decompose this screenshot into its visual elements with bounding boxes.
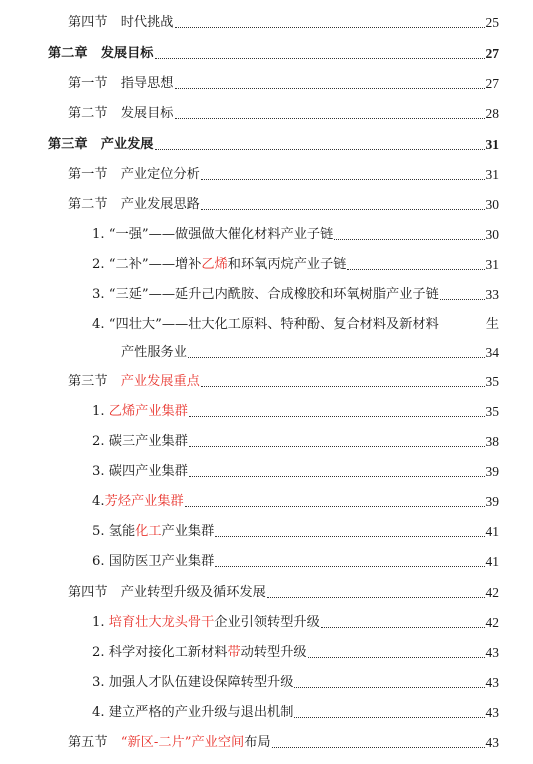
toc-label: 3. “三延”——延升己内酰胺、合成橡胶和环氧树脂产业子链 <box>92 287 439 302</box>
toc-row-item-1[interactable] <box>92 225 499 245</box>
toc-label <box>92 402 188 422</box>
toc-label: 2. 碳三产业集群 <box>92 434 188 449</box>
dot-leader <box>308 656 485 658</box>
toc-label-part: 1. <box>92 615 109 630</box>
toc-page-number: 34 <box>485 345 499 360</box>
dot-leader <box>334 238 484 240</box>
toc-row-item-2[interactable] <box>92 255 499 275</box>
toc-label-part: 布局 <box>244 735 271 750</box>
dot-leader <box>189 445 485 447</box>
toc-label-part: 2. “二补”——增补 <box>92 257 202 272</box>
dot-leader <box>189 415 485 417</box>
toc-label <box>92 643 307 663</box>
toc-page-number: 43 <box>485 735 499 750</box>
toc-label-part: 第三节 <box>68 374 121 389</box>
toc-label: 第一节 指导思想 <box>68 76 174 91</box>
toc-page-number: 30 <box>485 197 499 212</box>
toc-page-number: 42 <box>485 615 499 630</box>
toc-row-item-4-line1[interactable] <box>92 315 499 335</box>
toc-label-part: 企业引领转型升级 <box>214 615 320 630</box>
toc-label-part: 4. <box>92 494 105 509</box>
toc-label-highlight: 带 <box>227 645 241 660</box>
dot-leader <box>347 268 484 270</box>
toc-row-upgrade-3[interactable] <box>92 673 499 693</box>
toc-label: 产性服务业 <box>121 345 187 360</box>
toc-label: 1. “一强”——做强做大催化材料产业子链 <box>92 227 334 242</box>
toc-page-number: 35 <box>485 374 499 389</box>
toc-page-number: 41 <box>485 554 499 569</box>
dot-leader <box>155 148 485 150</box>
toc-row-upgrade-1[interactable] <box>92 613 499 633</box>
dot-leader <box>155 57 485 59</box>
dot-leader <box>175 117 485 119</box>
dot-leader <box>267 596 485 598</box>
toc-label: 第二章 发展目标 <box>48 46 154 61</box>
toc-page-number: 43 <box>485 675 499 690</box>
toc-label: 第二节 产业发展思路 <box>68 197 200 212</box>
dot-leader <box>215 535 484 537</box>
toc-page-number: 38 <box>485 434 499 449</box>
toc-page-number: 43 <box>485 645 499 660</box>
dot-leader <box>201 208 485 210</box>
dot-leader <box>294 686 484 688</box>
toc-row-ch1-sec4[interactable] <box>68 13 499 33</box>
toc-label-part: 5. 氢能 <box>92 524 136 539</box>
toc-page-number: 42 <box>485 585 499 600</box>
toc-label: 6. 国防医卫产业集群 <box>92 554 215 569</box>
toc-row-ch3-sec1[interactable] <box>68 165 499 185</box>
toc-label: 4. 建立严格的产业升级与退出机制 <box>92 705 294 720</box>
toc-page-number: 25 <box>485 15 499 30</box>
toc-page-number: 35 <box>485 404 499 419</box>
toc-label-part: 2. 科学对接化工新材料 <box>92 645 228 660</box>
dot-leader <box>188 356 485 358</box>
toc-label-highlight: 产业发展重点 <box>120 374 200 389</box>
toc-label: 4. “四壮大”——壮大化工原料、特种酚、复合材料及新材料 <box>92 317 439 332</box>
toc-label-highlight: 乙烯 <box>201 257 228 272</box>
dot-leader <box>321 626 485 628</box>
toc-label-end: 生 <box>485 317 499 332</box>
toc-label-highlight: 培育壮大龙头骨干 <box>108 615 215 630</box>
toc-row-cluster-6[interactable] <box>92 552 499 572</box>
toc-page-number: 43 <box>485 705 499 720</box>
dot-leader <box>201 385 485 387</box>
dot-leader <box>272 746 485 748</box>
toc-label <box>92 522 214 542</box>
dot-leader <box>185 505 485 507</box>
toc-label-highlight: 化工 <box>135 524 162 539</box>
toc-label <box>92 613 320 633</box>
toc-label: 第三章 产业发展 <box>48 137 154 152</box>
dot-leader <box>294 716 484 718</box>
toc-row-upgrade-4[interactable] <box>92 703 499 723</box>
toc-label: 第一节 产业定位分析 <box>68 167 200 182</box>
toc-page-number: 39 <box>485 494 499 509</box>
toc-label <box>92 255 346 275</box>
toc-row-upgrade-2[interactable] <box>92 643 499 663</box>
toc-label: 第四节 产业转型升级及循环发展 <box>68 585 266 600</box>
toc-label <box>68 372 200 392</box>
toc-label-highlight: 芳烃产业集群 <box>104 494 184 509</box>
toc-row-item-4-line2[interactable] <box>121 343 499 363</box>
toc-label: 3. 加强人才队伍建设保障转型升级 <box>92 675 294 690</box>
toc-row-cluster-2[interactable] <box>92 432 499 452</box>
toc-label <box>68 733 271 753</box>
toc-label-part: 动转型升级 <box>240 645 307 660</box>
toc-page-number: 27 <box>485 76 499 91</box>
toc-row-cluster-4[interactable] <box>92 492 499 512</box>
toc-label-part: 第五节 <box>68 735 121 750</box>
toc-label-highlight: “新区-二片”产业空间 <box>120 735 245 750</box>
toc-row-ch2-sec2[interactable] <box>68 104 499 124</box>
toc-row-ch3-sec2[interactable] <box>68 195 499 215</box>
dot-leader <box>201 178 485 180</box>
toc-row-cluster-1[interactable] <box>92 402 499 422</box>
toc-page-number: 33 <box>485 287 499 302</box>
toc-row-ch3-sec3[interactable] <box>68 372 499 392</box>
dot-leader <box>175 26 485 28</box>
toc-row-ch3-sec4[interactable] <box>68 583 499 603</box>
toc-row-cluster-3[interactable] <box>92 462 499 482</box>
dot-leader <box>175 87 485 89</box>
toc-page-number: 31 <box>485 257 499 272</box>
toc-label-part: 产业集群 <box>161 524 215 539</box>
toc-row-item-3[interactable] <box>92 285 499 305</box>
toc-label-highlight: 乙烯产业集群 <box>108 404 188 419</box>
toc-row-chapter-3[interactable] <box>48 135 499 155</box>
toc-page-number: 39 <box>485 464 499 479</box>
toc-page-number: 27 <box>485 46 499 61</box>
dot-leader <box>189 475 485 477</box>
toc-label: 3. 碳四产业集群 <box>92 464 188 479</box>
toc-label: 第二节 发展目标 <box>68 106 174 121</box>
toc-page-number: 31 <box>485 167 499 182</box>
toc-label-part: 1. <box>92 404 109 419</box>
toc-label: 第四节 时代挑战 <box>68 15 174 30</box>
toc-page-number: 28 <box>485 106 499 121</box>
toc-row-ch3-sec5[interactable] <box>68 733 499 753</box>
toc-page-number: 30 <box>485 227 499 242</box>
toc-row-cluster-5[interactable] <box>92 522 499 542</box>
toc-page-number: 31 <box>485 137 499 152</box>
toc-label <box>92 492 184 512</box>
toc-row-chapter-2[interactable] <box>48 44 499 64</box>
toc-page-number: 41 <box>485 524 499 539</box>
dot-leader <box>215 565 484 567</box>
toc-row-ch2-sec1[interactable] <box>68 74 499 94</box>
dot-leader <box>440 298 485 300</box>
toc-label-part: 和环氧丙烷产业子链 <box>227 257 347 272</box>
